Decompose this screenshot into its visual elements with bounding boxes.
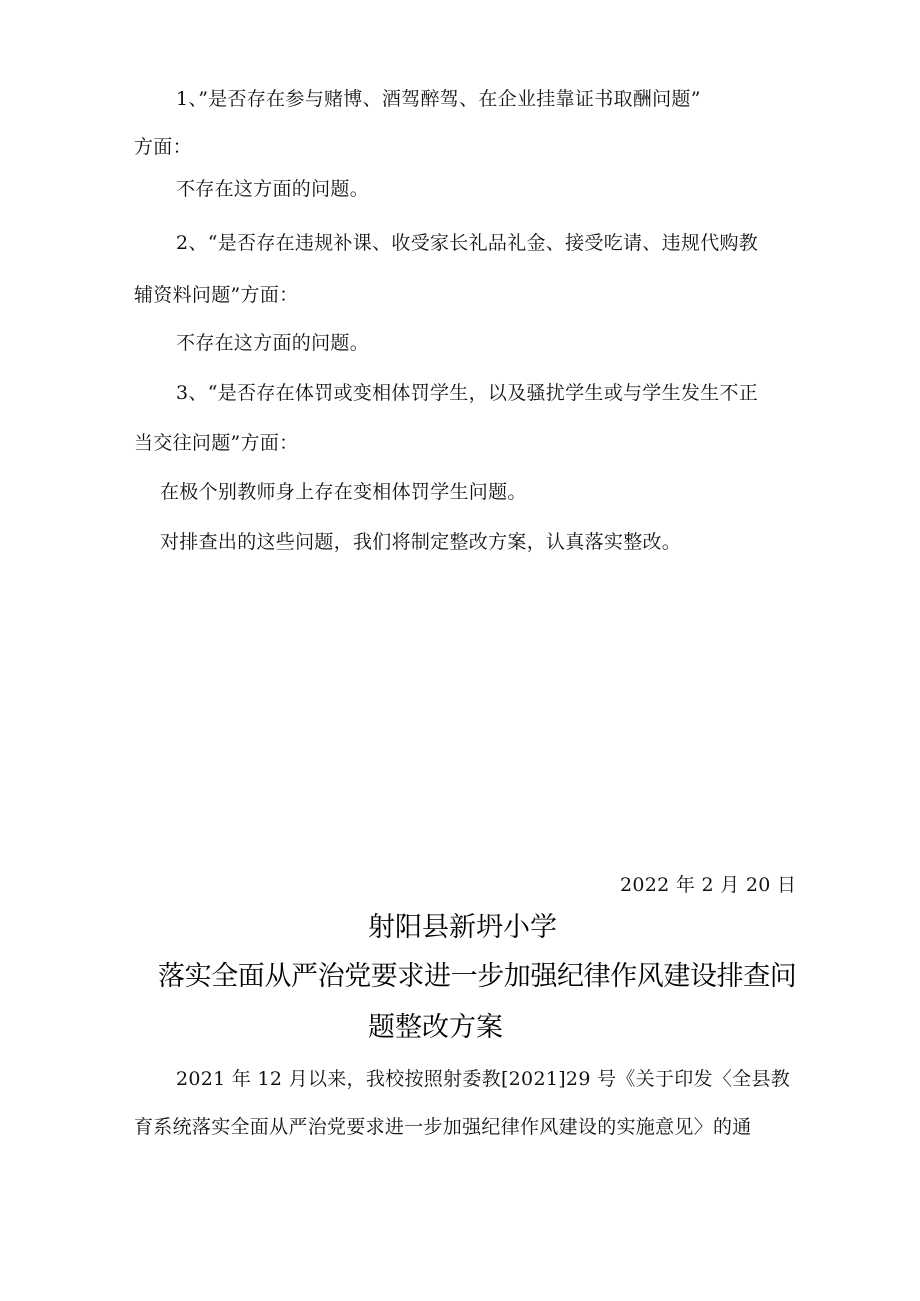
item2-line1: 2、“是否存在违规补课、收受家长礼品礼金、接受吃请、违规代购教	[176, 232, 759, 254]
title-line2: 题整改方案	[368, 1012, 503, 1043]
answer1: 不存在这方面的问题。	[176, 178, 370, 200]
item2-line2: 辅资料问题”方面：	[134, 284, 299, 306]
conclusion: 对排查出的这些问题，我们将制定整改方案，认真落实整改。	[160, 531, 682, 553]
item3-line2: 当交往问题”方面：	[134, 432, 299, 454]
item1-line2: 方面：	[134, 136, 192, 158]
body-para-line1: 2021 年 12 月以来，我校按照射委教[2021]29 号《关于印发〈全县教	[176, 1068, 791, 1090]
item1-line1: 1、”是否存在参与赌博、酒驾醉驾、在企业挂靠证书取酬问题”	[176, 88, 701, 110]
answer3: 在极个别教师身上存在变相体罚学生问题。	[160, 481, 527, 503]
title-line1: 落实全面从严治党要求进一步加强纪律作风建设排查问	[158, 961, 797, 992]
item3-line1: 3、“是否存在体罚或变相体罚学生，以及骚扰学生或与学生发生不正	[176, 382, 759, 404]
body-para-line2: 育系统落实全面从严治党要求进一步加强纪律作风建设的实施意见〉的通	[134, 1116, 752, 1138]
school-name: 射阳县新坍小学	[368, 912, 557, 943]
answer2: 不存在这方面的问题。	[176, 332, 370, 354]
document-date: 2022 年 2 月 20 日	[620, 874, 797, 896]
